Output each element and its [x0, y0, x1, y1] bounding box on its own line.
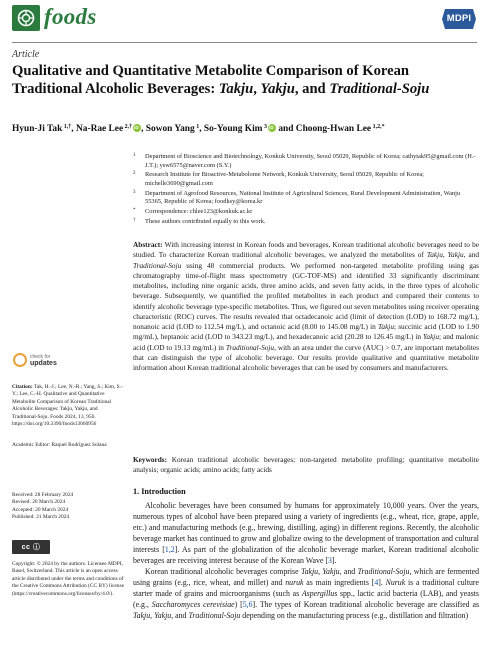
author-name[interactable]: Choong-Hwan Lee — [295, 124, 372, 134]
introduction-body — [133, 501, 479, 621]
author-name[interactable]: Sowon Yang — [145, 124, 195, 134]
section-heading-introduction: 1. Introduction — [133, 487, 186, 496]
intro-paragraph: Alcoholic beverages have been consumed by humans for approximately 10,000 years. Over the years, numerous types of alcohol have been prepared using a variety of ingredients (e.g., wheat, rice, grape, apple, etc.) and manufacturing methods (e.g., brewing, distilling, aging) in different regions. Recently, the alcoholic beverage market has continued to grow and globalize owing to the development of transportation and cultural interests [1,2]. As part of the globalization of the alcoholic beverage market, Korean traditional alcoholic beverages are receiving interest because of the Korean Wave [3]. — [133, 501, 479, 565]
abstract — [133, 240, 479, 373]
header-divider — [12, 42, 477, 43]
affiliation-mark: 3 — [133, 189, 136, 195]
article-type: Article — [12, 49, 40, 60]
author-affiliation-mark: 2,† — [123, 124, 133, 130]
affiliation-mark: † — [133, 217, 136, 223]
author-affiliation-mark: 1,† — [62, 124, 72, 130]
author-affiliation-mark: 1 — [194, 124, 200, 130]
copyright-text: Copyright: © 2024 by the authors. Licensee MDPI, Basel, Switzerland. This article is an open access article distributed under the terms and conditions of the Creative Commons Attribution (CC BY) license (https://creativecommons.org/licenses/by/4.0/). — [12, 561, 124, 597]
affiliation-mark: 1 — [133, 153, 136, 158]
updates-line2: updates — [30, 360, 57, 367]
author-name[interactable]: Hyun-Ji Tak — [12, 124, 63, 134]
affiliation-mark: 2 — [133, 171, 136, 177]
editor-label: Academic Editor: — [12, 442, 51, 448]
affiliation-text: Correspondence: chlee123@konkuk.ac.kr — [145, 208, 253, 216]
affiliation-text: These authors contributed equally to this work. — [145, 217, 266, 225]
citation-block — [12, 384, 124, 428]
author-affiliation-mark: 1,2,* — [371, 124, 385, 130]
author-name[interactable]: So-Young Kim — [203, 124, 263, 134]
cc-by-license-icon[interactable] — [12, 540, 50, 554]
date-line: Received: 28 February 2024 — [12, 492, 74, 498]
citation-label: Citation: — [12, 384, 33, 390]
keywords-text: Korean traditional alcoholic beverages; non-targeted metabolite profiling; quantitative metabolite analysis; organic acids; amino acids; fatty acids — [133, 455, 479, 475]
editor-name: Raquel Rodríguez Solana — [51, 442, 107, 448]
affiliation-text: Department of Bioscience and Biotechnology, Konkuk University, Seoul 05029, Republic of Korea; cathytak95@gmail.com (H.-J.T.); ysw6575@naver.com (S.Y.) — [145, 153, 476, 169]
affiliation-text: Department of Agrofood Resources, National Institute of Agricultural Sciences, Rural Development Administration, Wanju 55365, Republic of Korea; foodksy@korea.kr — [145, 189, 461, 206]
affiliation-item — [133, 171, 478, 188]
affiliation-item — [133, 190, 478, 207]
abstract-label: Abstract: — [133, 240, 163, 249]
journal-header — [0, 0, 489, 34]
updates-icon — [13, 353, 27, 367]
citation-text[interactable]: Tak, H.-J.; Lee, N.-R.; Yang, S.; Kim, S.-Y.; Lee, C.-H. Qualitative and Quantitative Metabolite Comparison of Korean Traditional Alcoholic Beverages: Takju, Yakju, and Traditional-Soju. Foods 2024, 13, 956. https://doi.org/10.3390/foods13060956 — [12, 384, 123, 428]
copyright-block — [12, 561, 124, 598]
author-name[interactable]: Na-Rae Lee — [75, 124, 124, 134]
cc-label: cc ⓘ — [21, 544, 41, 551]
keywords-label: Keywords: — [133, 455, 168, 464]
keywords — [133, 455, 479, 476]
intro-paragraph: Korean traditional alcoholic beverages comprise Takju, Yakju, and Traditional-Soju, which are fermented using grains (e.g., rice, wheat, and millet) and nuruk as main ingredients [4]. Nuruk is a traditional culture starter made of grains and microorganisms (such as Aspergillus spp., lactic acid bacteria (LAB), and yeasts (e.g., Saccharomyces cerevisiae) [5,6]. The types of Korean traditional alcoholic beverage are classified as Takju, Yakju, and Traditional-Soju depending on the manufacturing process (e.g., distillation and filtration) — [133, 566, 480, 620]
academic-editor-block — [12, 442, 124, 449]
affiliation-mark: * — [133, 208, 136, 214]
date-line: Revised: 20 March 2024 — [12, 499, 66, 506]
mdpi-logo[interactable] — [441, 7, 477, 31]
date-line: Accepted: 20 March 2024 — [12, 506, 69, 513]
affiliation-item — [133, 153, 478, 170]
author-affiliation-mark: 3 — [262, 124, 267, 130]
affiliation-item — [133, 208, 478, 217]
foods-logo-icon — [12, 5, 40, 31]
affiliation-item — [133, 218, 478, 227]
journal-name[interactable]: foods — [44, 4, 97, 29]
orcid-icon[interactable] — [268, 124, 276, 132]
abstract-text: With increasing interest in Korean foods and beverages, Korean traditional alcoholic beverages need to be studied. To characterize Korean traditional alcoholic beverages, we analyzed the metabolites of Takju, Yakju, and Traditional-Soju using 48 commercial products. We performed non-targeted metabolite profiling using gas chromatography time-of-flight mass spectrometry (GC-TOF-MS) and identified 33 significantly discriminant metabolites, including nine organic acids, three amino acids, and seven fatty acids, in the three types of alcoholic beverage. Subsequently, we quantified the profiled metabolites in each product and compared their contents to identify alcoholic beverage type-specific metabolites. Thus, we figured out seven metabolites using receiver operating characteristic (ROC) curves. The results revealed that octadecanoic acid (limit of detection (LOD) to 168.72 mg/L), nonanoic acid (LOD to 112.54 mg/L), and octanoic acid (8.00 to 145.08 mg/L) in Takju; succinic acid (LOD to 1.90 mg/mL), heptanoic acid (LOD to 343.23 mg/L), and hexadecanoic acid (20.28 to 126.45 mg/L) in Yakju; and malonic acid (LOD to 19.13 mg/mL) in Traditional-Soju, with an area under the curve (AUC) > 0.7, are important metabolites that can distinguish the type of alcoholic beverage. Our results provide qualitative and quantitative metabolite information about Korean traditional alcoholic beverages that can be used by consumers and manufacturers. — [133, 240, 480, 372]
article-title: Qualitative and Quantitative Metabolite Comparison of Korean Traditional Alcoholic Beverages: Takju, Yakju, and Traditional-Soju — [12, 63, 430, 97]
affiliation-text: Research Institute for Bioactive-Metabolome Network, Konkuk University, Seoul 05029, Republic of Korea; michelle3690@gmail.com — [145, 171, 424, 187]
updates-line1: check for — [30, 354, 51, 360]
date-line: Published: 21 March 2024 — [12, 514, 70, 521]
author-list: Hyun-Ji Tak $^{1,\dagger}$, Na-Rae Lee $^{2,\dagger}$iD , Sowon Yang $^1$, So-Young Kim $^3$iD and Choong-Hwan Lee $^{1,2,*}$ — [12, 124, 482, 134]
orcid-icon[interactable] — [133, 124, 141, 132]
mdpi-label: MDPI — [446, 13, 472, 24]
check-for-updates-button[interactable] — [12, 353, 57, 377]
dates-block — [12, 492, 124, 522]
affiliations — [133, 153, 478, 228]
